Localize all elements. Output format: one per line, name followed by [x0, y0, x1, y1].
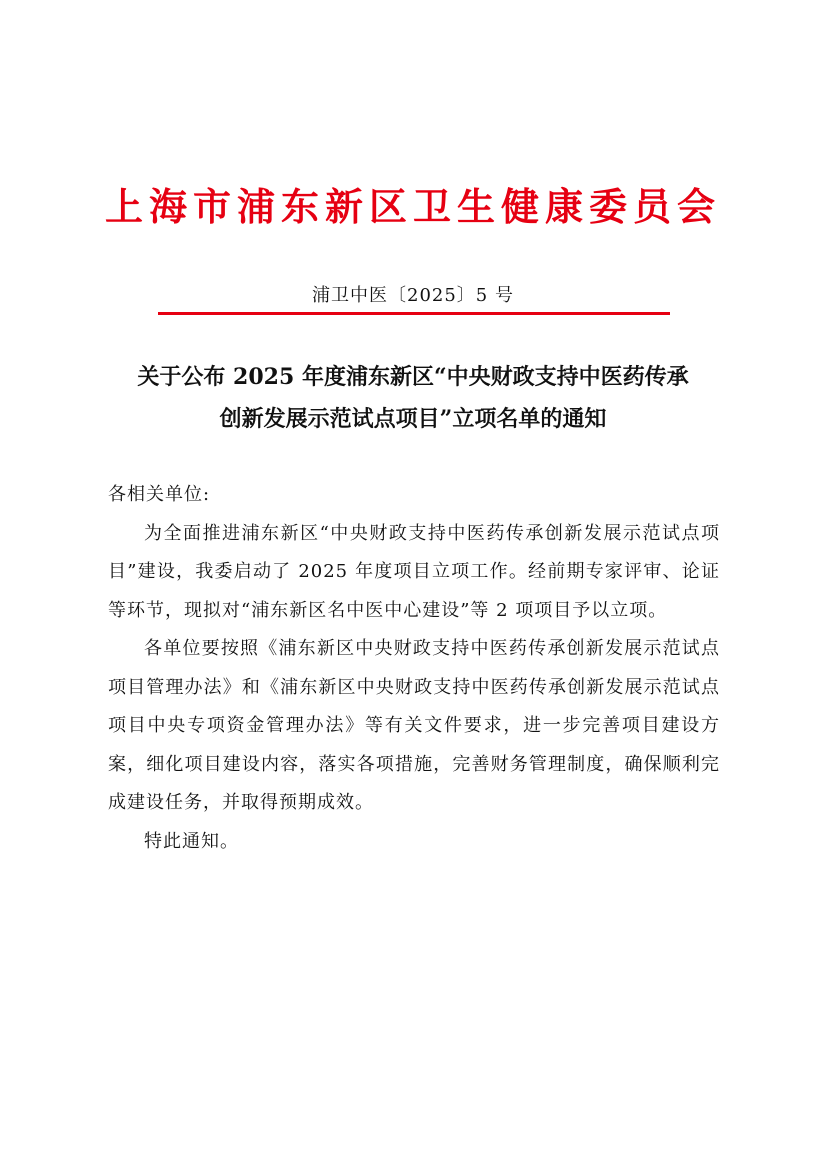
paragraph-closing: 特此通知。 — [144, 830, 239, 852]
title-line-1: 关于公布 2025 年度浦东新区“中央财政支持中医药传承 — [137, 364, 689, 390]
paragraph-intro: 为全面推进浦东新区“中央财政支持中医药传承创新发展示范试点项目”建设，我委启动了 2025 年度项目立项工作。经前期专家评审、论证等环节，现拟对“浦东新区名中医中心建设”等 2 项项目予以立项。 — [108, 522, 720, 621]
document-body — [108, 476, 720, 861]
salutation: 各相关单位: — [108, 484, 211, 505]
paragraph-requirements: 各单位要按照《浦东新区中央财政支持中医药传承创新发展示范试点项目管理办法》和《浦东新区中央财政支持中医药传承创新发展示范试点项目中央专项资金管理办法》等有关文件要求，进一步完善项目建设方案，细化项目建设内容，落实各项措施，完善财务管理制度，确保顺利完成建设任务，并取得预期成效。 — [108, 638, 720, 813]
title-line-2: 创新发展示范试点项目”立项名单的通知 — [219, 406, 607, 432]
document-number: 浦卫中医〔2025〕5 号 — [312, 285, 514, 306]
red-separator-line — [158, 312, 670, 315]
issuing-organization-header: 上海市浦东新区卫生健康委员会 — [104, 184, 721, 229]
document-title — [80, 356, 746, 440]
